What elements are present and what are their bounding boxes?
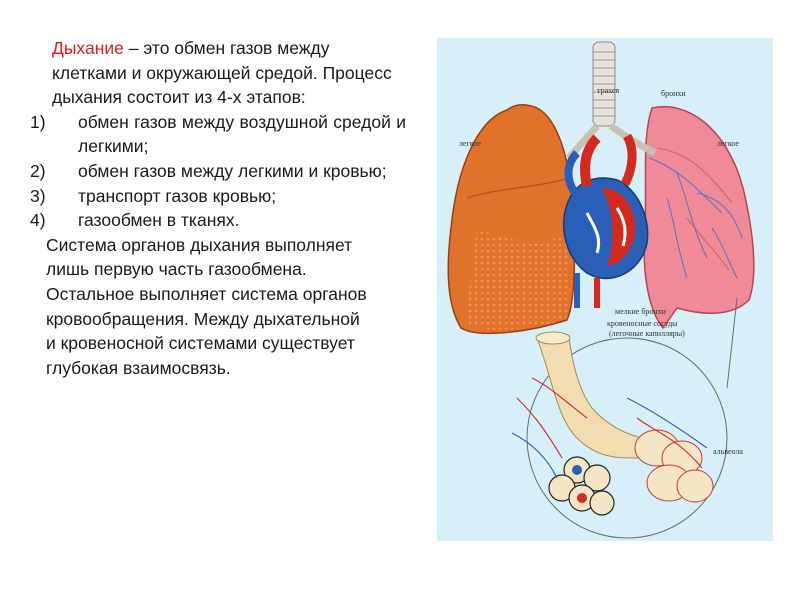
label-alveola: альвеола (713, 447, 743, 456)
step-text: транспорт газов кровью; (78, 185, 277, 206)
step-text: обмен газов между воздушной средой и легкими; (78, 111, 406, 157)
step-item (26, 208, 406, 233)
step-text: газообмен в тканях. (78, 210, 240, 231)
label-lung-left: легкое (459, 139, 481, 148)
step-number: 2) (30, 160, 46, 181)
step-item (26, 110, 406, 159)
label-small-bronchi: мелкие бронхи (615, 307, 666, 316)
step-number: 4) (30, 210, 46, 231)
alveoli-cluster-right (635, 430, 713, 502)
step-text: обмен газов между легкими и кровью; (78, 160, 387, 181)
heart (564, 136, 648, 278)
text-block (26, 36, 406, 380)
outro-paragraph: Система органов дыхания выполняет лишь первую часть газообмена. Остальное выполняет система органов кровообращения. Между дыхательной и кровеносной системами существует глубокая взаимосвязь. (46, 234, 367, 378)
step-number: 1) (30, 111, 46, 132)
label-bronchi: бронхи (661, 89, 686, 98)
respiratory-system-figure (437, 38, 773, 541)
intro-paragraph (26, 36, 406, 110)
step-number: 3) (30, 185, 46, 206)
label-trachea: трахея (597, 86, 620, 95)
steps-list (26, 110, 406, 233)
respiratory-illustration (437, 38, 773, 541)
descending-vessels (577, 273, 597, 308)
trachea (569, 42, 655, 158)
bronchiole-alveoli (512, 332, 713, 515)
alveoli-cluster-left (549, 457, 614, 515)
label-lung-right: легкое (717, 139, 739, 148)
label-capillaries: (легочные капилляры) (609, 329, 685, 338)
term-highlight: Дыхание (52, 38, 124, 58)
intro-text: – это обмен газов между клетками и окружающей средой. Процесс дыхания состоит из 4-х этапов: (52, 38, 392, 108)
label-vessels: кровеносные сосуды (607, 319, 678, 328)
step-item (26, 159, 406, 184)
step-item (26, 184, 406, 209)
